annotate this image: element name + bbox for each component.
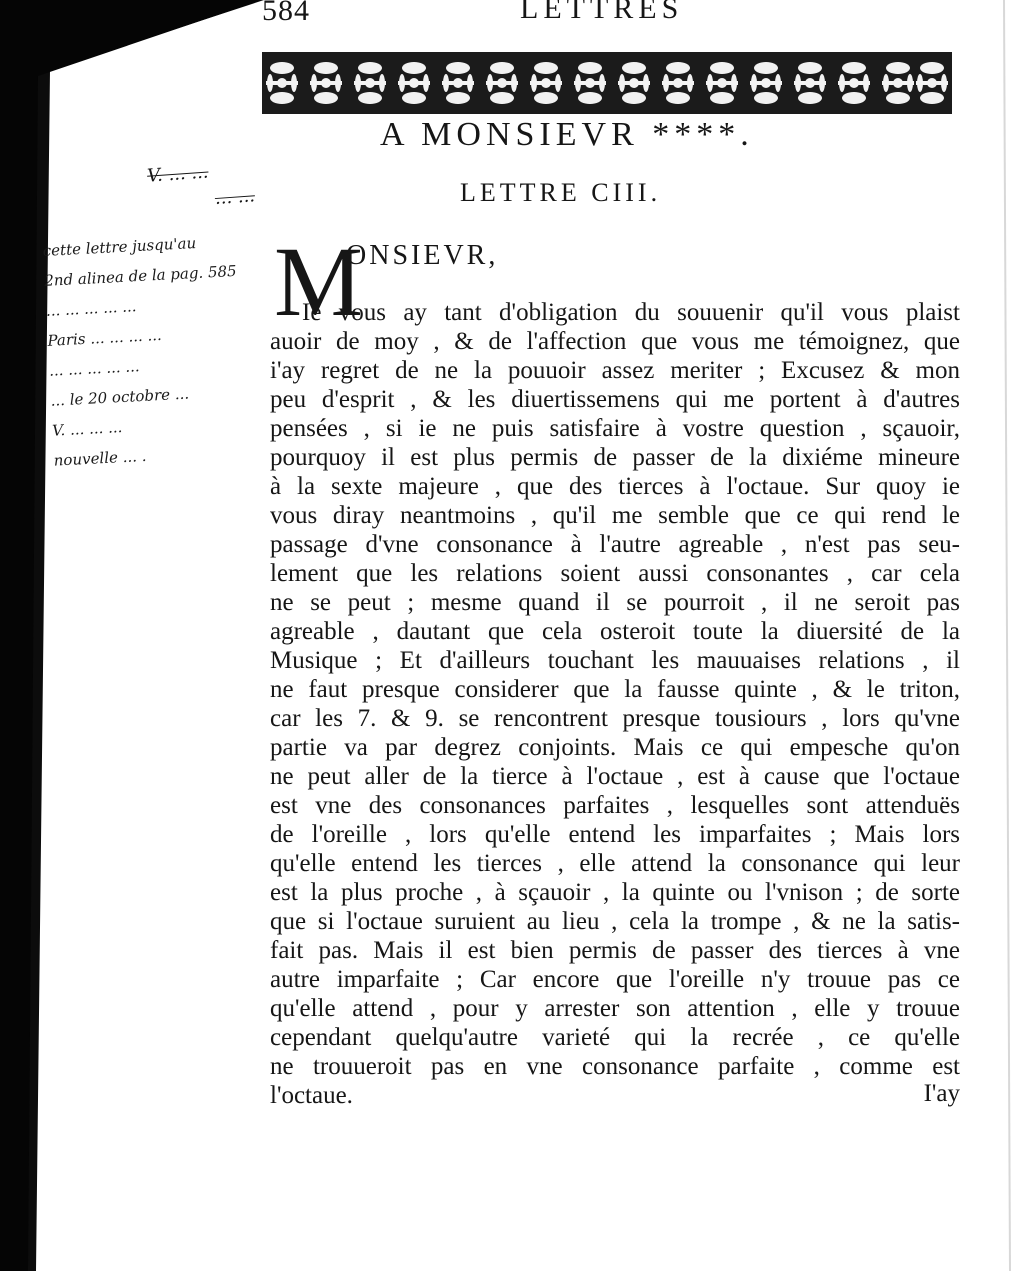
body-line: de l'oreille , lors qu'elle entend les imparfaites ; Mais lors (270, 821, 960, 848)
body-line: qu'elle entend les tierces , elle attend la consonance qui leur (270, 850, 960, 877)
body-line: Ie vous ay tant d'obligation du souuenir qu'il vous plaist (302, 299, 960, 326)
body-line: agreable , dautant que cela osteroit toute la diuersité de la (270, 618, 960, 645)
body-line: est vne des consonances parfaites , lesquelles sont attenduës (270, 792, 960, 819)
body-line: ne trouueroit pas en vne consonance parfaite , comme est (270, 1053, 960, 1080)
body-line: cependant quelqu'autre varieté qui la recrée , ce qu'elle (270, 1024, 960, 1051)
letter-address: ONSIEVR, (346, 240, 499, 271)
body-line: pensées , si ie ne puis satisfaire à vostre question , sçauoir, (270, 415, 960, 442)
note-line: cette lettre jusqu'au (42, 233, 197, 260)
note-line: ... ... ... ... ... (48, 357, 141, 380)
body-line: à la sexte majeure , que des tierces à l'octaue. Sur quoy ie (270, 473, 960, 500)
body-line: que si l'octaue suruient au lieu , cela la trompe , & ne la satis- (270, 908, 960, 935)
note-line: Paris ... ... ... ... (47, 325, 163, 350)
salutation-heading: A MONSIEVR ****. (380, 116, 754, 153)
body-line: auoir de moy , & de l'affection que vous me témoignez, que (270, 328, 960, 355)
body-line: vous diray neantmoins , qu'il me semble que ce qui rend le (270, 502, 960, 529)
body-line: ne faut presque considerer que la fausse quinte , & le triton, (270, 676, 960, 703)
body-line: l'octaue. (270, 1082, 353, 1109)
note-line: nouvelle ... . (53, 446, 147, 470)
handwritten-margin-note (42, 223, 294, 475)
body-line: ne se peut ; mesme quand il se pourroit , il ne seroit pas (270, 589, 960, 616)
body-line: partie va par degrez conjoints. Mais ce qui empesche qu'on (270, 734, 960, 761)
note-line: ... ... ... ... ... (45, 297, 137, 320)
letter-body (270, 298, 960, 1110)
body-line: i'ay regret de ne la pouuoir assez meriter ; Excusez & mon (270, 357, 960, 384)
handwritten-top-note (146, 158, 255, 213)
running-head: LETTRES (520, 0, 684, 25)
note-line: ... ... (214, 185, 256, 210)
body-line: car les 7. & 9. se rencontrent presque tousiours , lors qu'vne (270, 705, 960, 732)
body-line: qu'elle attend , pour y arrester son attention , elle y trouue (270, 995, 960, 1022)
drop-cap: M (274, 226, 363, 337)
body-line: autre imparfaite ; Car encore que l'oreille n'y trouue pas ce (270, 966, 960, 993)
body-line: lement que les relations soient aussi consonantes , car cela (270, 560, 960, 587)
letter-number: LETTRE CIII. (460, 178, 662, 207)
body-line: fait pas. Mais il est bien permis de passer des tierces à vne (270, 937, 960, 964)
ornament-band (262, 52, 952, 114)
note-line: ... le 20 octobre ... (50, 384, 190, 410)
note-line: 2nd alinea de la pag. 585 (43, 261, 237, 290)
body-line: pourquoy il est plus permis de passer de la dixiéme mineure (270, 444, 960, 471)
page-number: 584 (262, 0, 310, 27)
catchword: I'ay (923, 1080, 960, 1107)
body-line: ne peut aller de la tierce à l'octaue , est à cause que l'octaue (270, 763, 960, 790)
body-line: Musique ; Et d'ailleurs touchant les mauuaises relations , il (270, 647, 960, 674)
body-line: est la plus proche , à sçauoir , la quinte ou l'vnison ; de sorte (270, 879, 960, 906)
body-line: peu d'esprit , & les diuertissemens qui me portent à d'autres (270, 386, 960, 413)
note-line: V. ... ... (146, 161, 210, 187)
note-line: V. ... ... ... (51, 418, 123, 440)
body-line: passage d'vne consonance à l'autre agreable , n'est pas seu- (270, 531, 960, 558)
